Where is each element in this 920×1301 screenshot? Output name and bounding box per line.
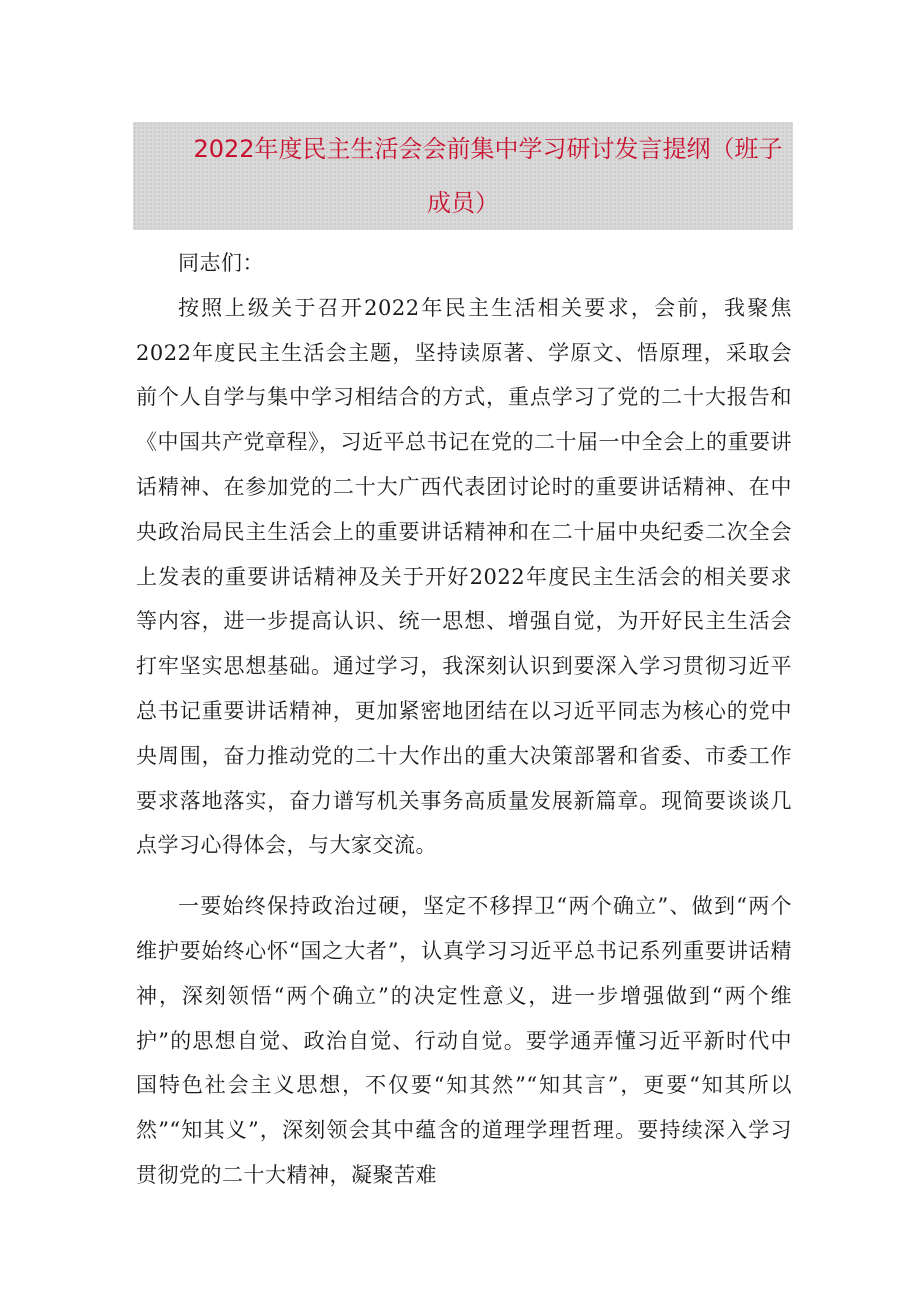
- paragraph-1: 按照上级关于召开2022年民主生活相关要求，会前，我聚焦2022年度民主生活会主题，坚持读原著、学原文、悟原理，采取会前个人自学与集中学习相结合的方式，重点学习了党的二十大报告和《中国共产党章程》，习近平总书记在党的二十届一中全会上的重要讲话精神、在参加党的二十大广西代表团讨论时的重要讲话精神、在中央政治局民主生活会上的重要讲话精神和在二十届中央纪委二次全会上发表的重要讲话精神及关于开好2022年度民主生活会的相关要求等内容，进一步提高认识、统一思想、增强自觉，为开好民主生活会打牢坚实思想基础。通过学习，我深刻认识到要深入学习贯彻习近平总书记重要讲话精神，更加紧密地团结在以习近平同志为核心的党中央周围，奋力推动党的二十大作出的重大决策部署和省委、市委工作要求落地落实，奋力谱写机关事务高质量发展新篇章。现简要谈谈几点学习心得体会，与大家交流。: [136, 295, 792, 858]
- paragraph-2: 一要始终保持政治过硬，坚定不移捍卫“两个确立”、做到“两个维护要始终心怀“国之大者”，认真学习习近平总书记系列重要讲话精神，深刻领悟“两个确立”的决定性意义，进一步增强做到“两个维护”的思想自觉、政治自觉、行动自觉。要学通弄懂习近平新时代中国特色社会主义思想，不仅要“知其然”“知其言”，更要“知其所以然”“知其义”，深刻领会其中蕴含的道理学理哲理。要持续深入学习贯彻党的二十大精神，凝聚苦难: [136, 894, 792, 1187]
- salutation: 同志们：: [178, 251, 264, 275]
- document-title: 2022年度民主生活会会前集中学习研讨发言提纲（班子成员）: [193, 135, 783, 217]
- document-body: [136, 241, 792, 1198]
